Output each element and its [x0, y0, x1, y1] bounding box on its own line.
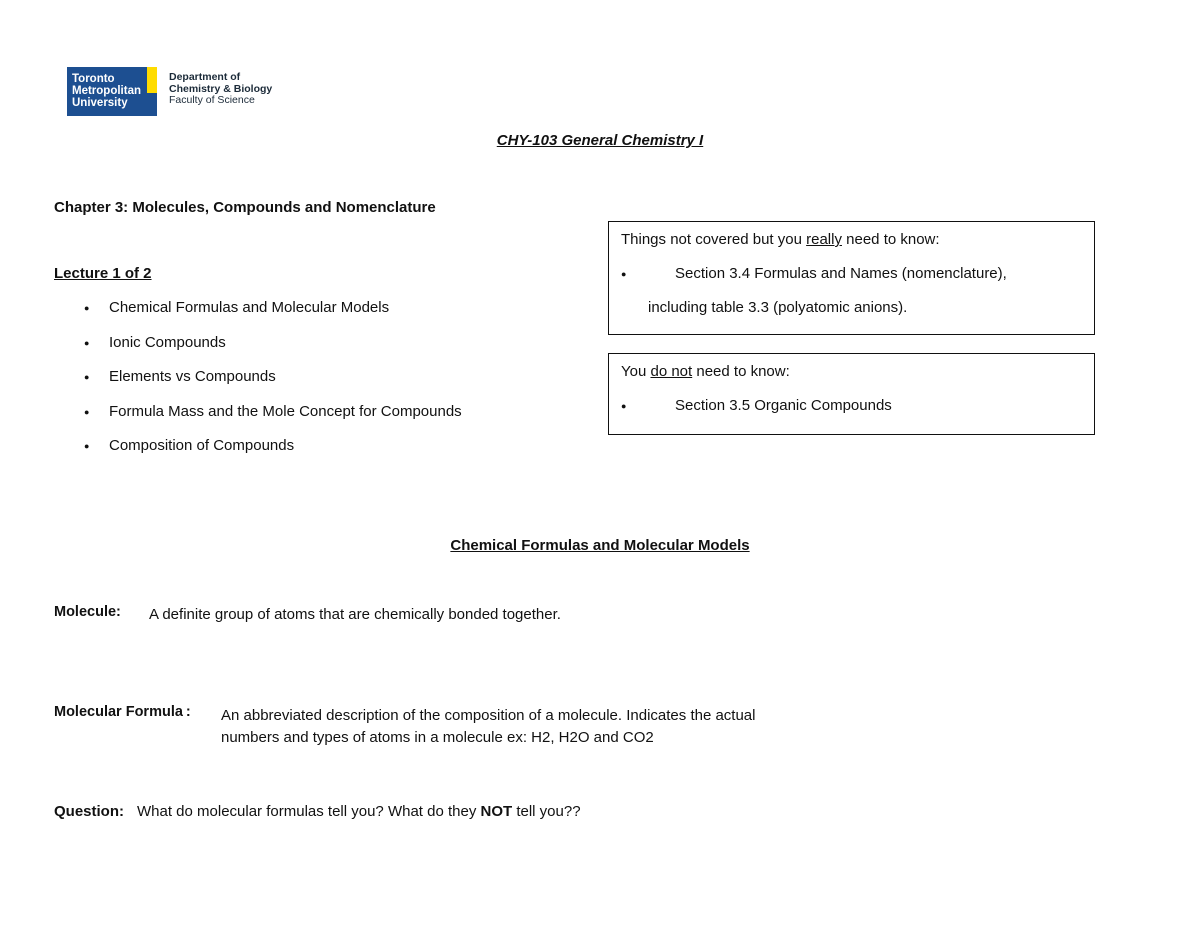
- topic-item: ● Elements vs Compounds: [84, 367, 462, 402]
- not-needed-heading-end: need to know:: [692, 363, 790, 380]
- question-text-emphasis: NOT: [480, 803, 513, 820]
- topic-item: ● Composition of Compounds: [84, 436, 462, 471]
- lecture-label: Lecture 1 of 2: [54, 265, 152, 282]
- faculty-name: Faculty of Science: [169, 94, 255, 106]
- topic-item: ● Formula Mass and the Mole Concept for Compounds: [84, 402, 462, 437]
- question-text-start: What do molecular formulas tell you? What do they: [137, 803, 481, 820]
- topic-item: ● Ionic Compounds: [84, 333, 462, 368]
- not-needed-box: [608, 353, 1095, 435]
- university-name: [72, 73, 141, 109]
- university-name-line-3: University: [72, 97, 128, 109]
- topic-list: [84, 298, 462, 471]
- course-title: CHY-103 General Chemistry I: [496, 132, 704, 149]
- department-name: [169, 72, 272, 107]
- topic-item: ● Chemical Formulas and Molecular Models: [84, 298, 462, 333]
- section-heading: Chemical Formulas and Molecular Models: [450, 537, 750, 554]
- must-know-item-line-1: Section 3.4 Formulas and Names (nomenclature),: [675, 265, 1007, 282]
- not-needed-heading-emphasis: do not: [650, 363, 693, 380]
- bullet-icon: ●: [621, 401, 627, 411]
- must-know-item-line-2: including table 3.3 (polyatomic anions).: [648, 299, 908, 316]
- must-know-heading-start: Things not covered but you: [621, 231, 807, 248]
- not-needed-heading-start: You: [621, 363, 651, 380]
- molecular-formula-term-text: Molecular Formula: [54, 704, 183, 720]
- department-line-1: Department of: [169, 71, 241, 83]
- molecule-term: Molecule:: [54, 604, 121, 620]
- molecule-definition: A definite group of atoms that are chemically bonded together.: [149, 606, 561, 623]
- question-text: [137, 803, 581, 820]
- question-text-end: tell you??: [512, 803, 581, 820]
- must-know-heading-emphasis: really: [806, 231, 842, 248]
- chapter-title: Chapter 3: Molecules, Compounds and Nomenclature: [54, 199, 436, 216]
- molecular-formula-term: [54, 704, 191, 720]
- must-know-box: [608, 221, 1095, 335]
- logo-accent-bar: [147, 67, 157, 93]
- molecular-formula-definition: [221, 705, 756, 749]
- question-label: Question:: [54, 803, 124, 820]
- university-name-line-1: Toronto: [72, 73, 115, 85]
- molecular-formula-definition-line-2: numbers and types of atoms in a molecule ex: H2, H2O and CO2: [221, 729, 654, 746]
- molecular-formula-term-colon: :: [185, 704, 191, 720]
- department-line-2: Chemistry & Biology: [169, 82, 273, 95]
- molecular-formula-definition-line-1: An abbreviated description of the composition of a molecule. Indicates the actual: [221, 707, 756, 724]
- not-needed-item: Section 3.5 Organic Compounds: [675, 397, 892, 414]
- must-know-heading-end: need to know:: [841, 231, 940, 248]
- not-needed-heading: [621, 362, 790, 382]
- must-know-heading: [621, 230, 940, 250]
- bullet-icon: ●: [621, 269, 627, 279]
- university-name-line-2: Metropolitan: [72, 85, 141, 97]
